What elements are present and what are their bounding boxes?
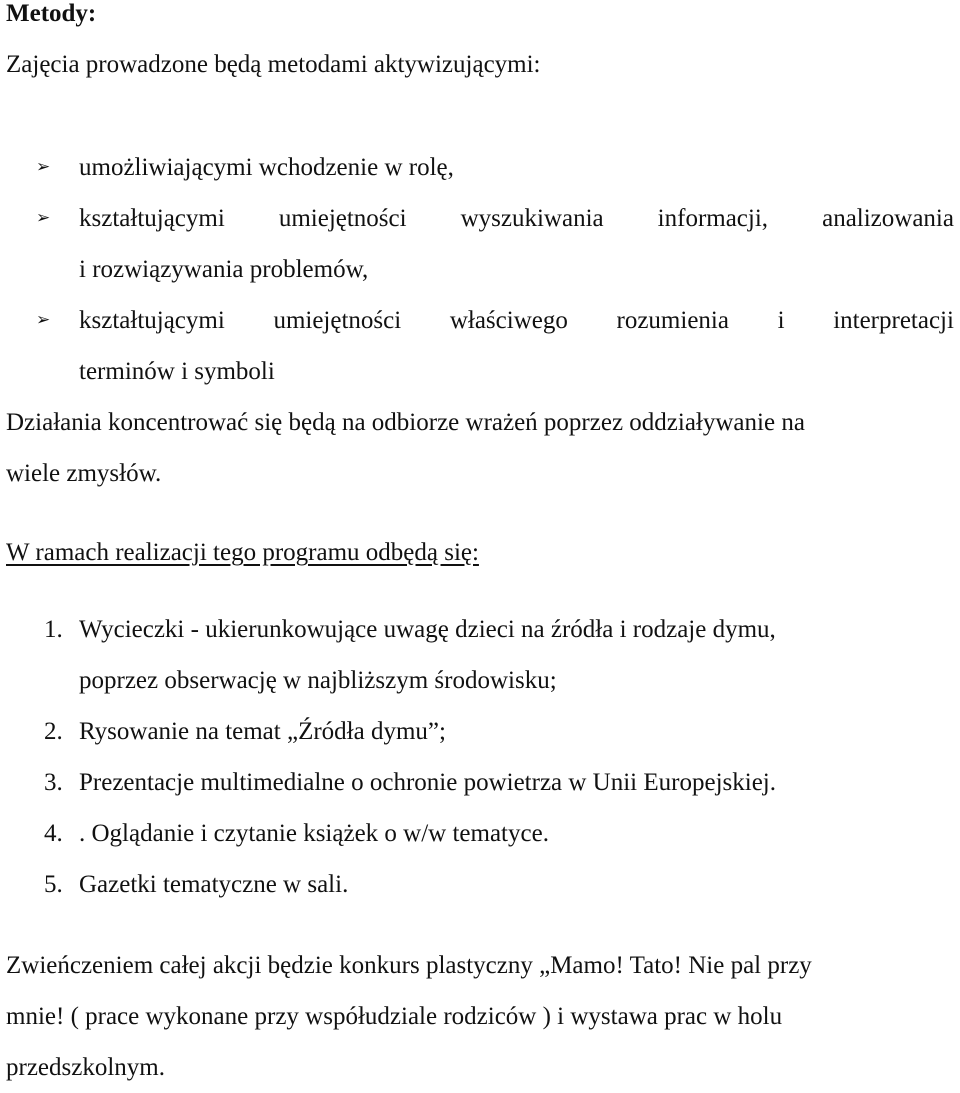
bullet-text-justified: [79, 193, 954, 244]
word: analizowania: [822, 205, 954, 232]
word: interpretacji: [833, 307, 954, 334]
section-heading: Metody:: [6, 0, 97, 27]
bullet-text: umożliwiającymi wchodzenie w rolę,: [79, 154, 454, 181]
spacer: [6, 910, 954, 940]
item-number: 2.: [44, 718, 63, 745]
bullet-continuation: terminów i symboli: [79, 358, 275, 385]
bullet-item: [6, 193, 954, 244]
spacer: [6, 90, 954, 142]
paragraph-line: Działania koncentrować się będą na odbiorze wrażeń poprzez oddziaływanie na: [6, 409, 805, 436]
spacer: [6, 499, 954, 527]
item-text: Wycieczki - ukierunkowujące uwagę dzieci na źródła i rodzaje dymu,: [79, 616, 776, 643]
closing-line: Zwieńczeniem całej akcji będzie konkurs plastyczny „Mamo! Tato! Nie pal przy: [6, 952, 812, 979]
word: wyszukiwania: [460, 205, 604, 232]
word: właściwego: [449, 307, 568, 334]
item-number: 4.: [44, 820, 63, 847]
bullet-text-justified: [79, 295, 954, 346]
item-number: 3.: [44, 769, 63, 796]
item-text: Gazetki tematyczne w sali.: [79, 871, 349, 898]
bullet-continuation: i rozwiązywania problemów,: [79, 256, 369, 283]
arrow-bullet-icon: ➢: [36, 208, 51, 228]
item-text: Prezentacje multimedialne o ochronie powietrza w Unii Europejskiej.: [79, 769, 776, 796]
bullet-item: [6, 142, 954, 193]
arrow-bullet-icon: ➢: [36, 157, 51, 177]
numbered-item: [6, 706, 954, 757]
item-text: . Oglądanie i czytanie książek o w/w tematyce.: [79, 820, 549, 847]
word: kształtującymi: [79, 307, 225, 334]
item-number: 5.: [44, 871, 63, 898]
paragraph-line: wiele zmysłów.: [6, 460, 162, 487]
arrow-bullet-icon: ➢: [36, 310, 51, 330]
spacer: [6, 578, 954, 604]
word: informacji,: [657, 205, 769, 232]
item-number: 1.: [44, 616, 63, 643]
closing-line: mnie! ( prace wykonane przy współudziale rodziców ) i wystawa prac w holu: [6, 1003, 783, 1030]
closing-line: przedszkolnym.: [6, 1054, 165, 1081]
numbered-item: [6, 757, 954, 808]
word: rozumienia: [616, 307, 729, 334]
item-continuation: poprzez obserwację w najbliższym środowisku;: [79, 667, 557, 694]
word: umiejętności: [273, 307, 402, 334]
item-text: Rysowanie na temat „Źródła dymu”;: [79, 718, 446, 745]
word: kształtującymi: [79, 205, 225, 232]
numbered-item: [6, 808, 954, 859]
intro-text: Zajęcia prowadzone będą metodami aktywizującymi:: [6, 51, 541, 78]
word: i: [777, 307, 785, 334]
numbered-item: [6, 859, 954, 910]
bullet-item: [6, 295, 954, 346]
section-title: W ramach realizacji tego programu odbędą się:: [6, 539, 479, 566]
word: umiejętności: [278, 205, 407, 232]
numbered-item: [6, 604, 954, 655]
